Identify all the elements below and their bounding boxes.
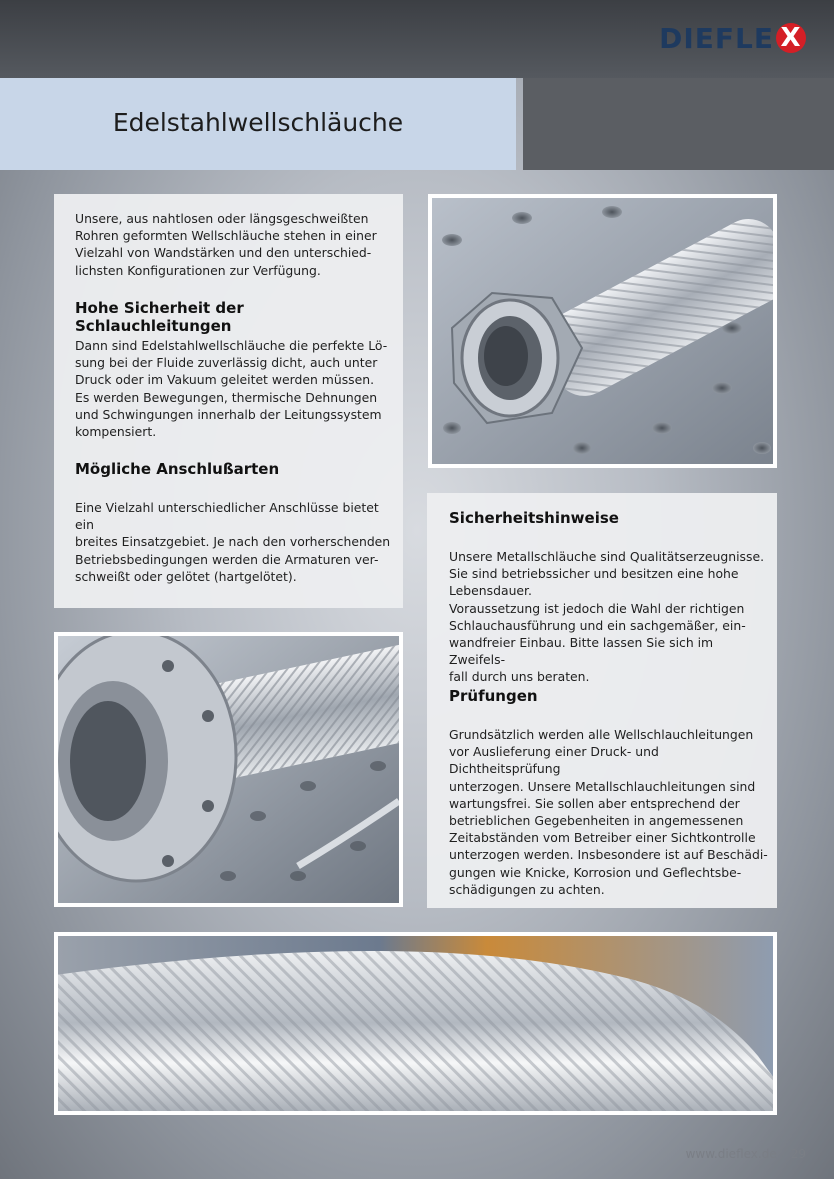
footer-url[interactable]: www.dieflex.de [685,1147,777,1161]
connections-text: Eine Vielzahl unterschiedlicher Anschlüsse bietet ein breites Einsatzgebiet. Je nach den vorherschenden Betriebsbedingungen werden die Armaturen ver- schweißt oder gelötet (hartgelötet). [75,500,391,584]
heading-tests: Prüfungen [449,687,538,705]
footer [672,1147,806,1161]
title-band [0,78,516,170]
heading-safety-lines: Hohe Sicherheit der Schlauchleitungen [75,299,244,335]
logo-x-mark: X [776,23,806,53]
top-bar [0,0,834,78]
heading-safety-notes: Sicherheitshinweise [449,509,619,527]
intro-text: Unsere, aus nahtlosen oder längsgeschweißten Rohren geformten Wellschläuche stehen in einer Vielzahl von Wandstärken und den unterschied- lichsten Konfigurationen zur Verfügung. [75,211,377,278]
photo-hose-hex-fitting [428,194,777,468]
logo-text: DIEFLE [659,21,774,55]
tests-text: Grundsätzlich werden alle Wellschlauchleitungen vor Auslieferung einer Druck- und Dichtheitsprüfung unterzogen. Unsere Metallschlauchleitungen sind wartungsfrei. Sie sollen aber entsprechend der betrieblichen Gegebenheiten in angemessenen Zeitabständen vom Betreiber einer Sichtkontrolle unterzogen werden. Insbesondere ist auf Beschädi- gungen wie Knicke, Korrosion und Geflechtsbe- schädigungen zu achten. [449,727,768,897]
hose-wide-illustration [58,936,773,1111]
right-text-card [427,493,777,908]
left-text-card [54,194,403,608]
heading-connections: Mögliche Anschlußarten [75,460,280,478]
photo-hose-flange [54,632,403,907]
photo-hose-wide [54,932,777,1115]
page-title: Edelstahlwellschläuche [112,108,404,137]
safety-notes-text: Unsere Metallschläuche sind Qualitätserzeugnisse. Sie sind betriebssicher und besitzen eine hohe Lebensdauer. Voraussetzung ist jedoch die Wahl der richtigen Schlauchausführung und ein sachgemäßer, ein- wandfreier Einbau. Bitte lassen Sie sich im Zweifels- fall durch uns beraten. [449,549,765,685]
page-number: 29 [790,1147,806,1161]
title-band-dark-block [523,78,834,170]
hose-flange-illustration [58,636,399,903]
safety-lines-text: Dann sind Edelstahlwellschläuche die perfekte Lö- sung bei der Fluide zuverlässig dicht, auch unter Druck oder im Vakuum geleitet werden müssen. Es werden Bewegungen, thermische Dehnungen und Schwingungen innerhalb der Leitungssystem kompensiert. [75,338,388,440]
dieflex-logo[interactable] [659,22,806,54]
hose-hex-illustration [432,198,773,464]
